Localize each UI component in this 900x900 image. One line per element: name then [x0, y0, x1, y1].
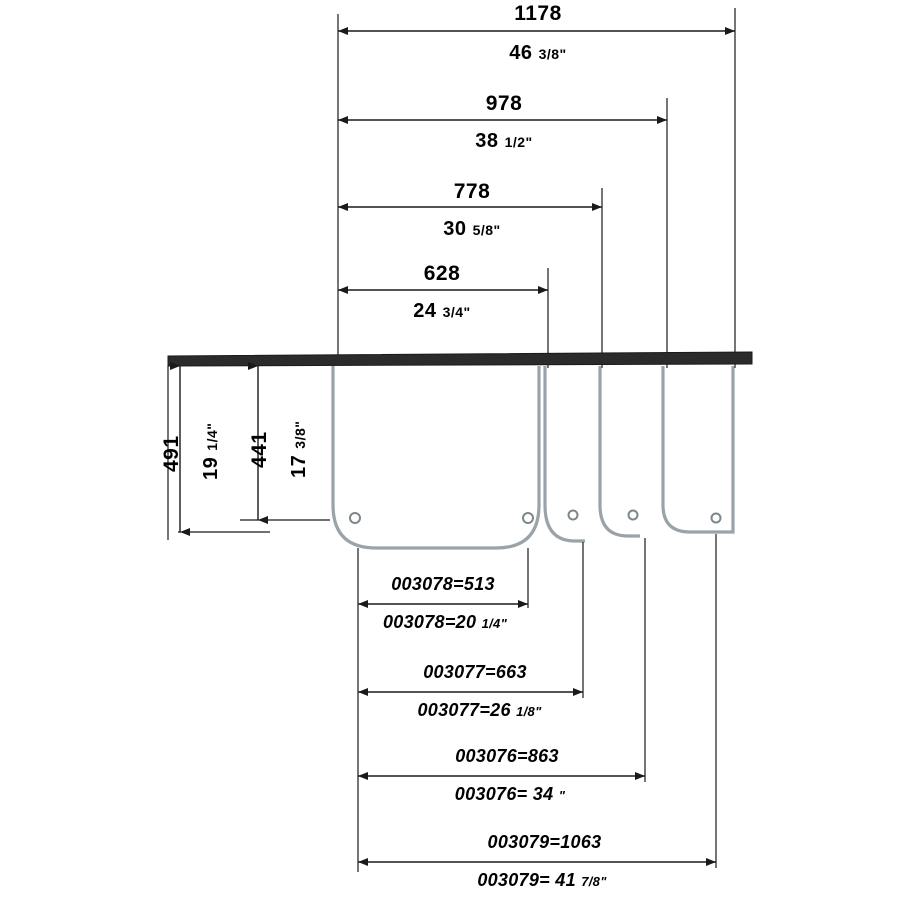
dimension-label-778-imperial	[412, 218, 532, 241]
dimension-label-441-metric: 441	[248, 431, 271, 468]
dimension-label-491-imperial	[200, 423, 223, 480]
dimension-1178-imperial-whole: 46	[509, 42, 533, 64]
dimension-label-978-imperial	[444, 130, 564, 153]
dimension-628-imperial-whole: 24	[413, 300, 437, 322]
dimension-label-003076-metric: 003076=863	[455, 746, 559, 766]
dimension-label-1178-imperial	[478, 42, 598, 65]
dimension-label-003078-imperial	[350, 612, 540, 633]
dimension-003077-imperial-whole: 003077=26	[417, 700, 511, 720]
dimension-label-491-metric: 491	[160, 435, 183, 472]
dimension-491-imperial-fraction: 1/4"	[204, 422, 220, 451]
shower-rail-003076	[545, 366, 585, 541]
dimension-628-imperial-fraction: 3/4"	[442, 304, 471, 320]
dimension-003078-imperial-whole: 003078=20	[382, 612, 477, 632]
dimension-1178-imperial-fraction: 3/8"	[538, 46, 567, 62]
dimension-label-003076-imperial	[420, 784, 600, 805]
dimension-491-imperial-whole: 19	[200, 456, 222, 480]
ceiling-plate	[168, 352, 752, 366]
dimension-label-441-imperial	[288, 421, 311, 478]
dimension-label-778-metric: 778	[453, 180, 491, 203]
dimension-441-imperial-whole: 17	[288, 454, 310, 478]
dimension-label-003079-imperial	[442, 870, 642, 891]
dimension-978-imperial-whole: 38	[475, 130, 499, 152]
dimension-003076-imperial-fraction: "	[558, 788, 566, 803]
dimension-label-003077-imperial	[382, 700, 577, 721]
dimension-label-628-metric: 628	[423, 262, 461, 285]
dimension-label-003079-metric: 003079=1063	[487, 832, 602, 852]
dimension-label-003078-metric: 003078=513	[391, 574, 495, 594]
dimension-003079-imperial-fraction: 7/8"	[581, 874, 607, 889]
dimension-label-628-imperial	[382, 300, 502, 323]
dimension-978-imperial-fraction: 1/2"	[504, 134, 533, 150]
dimension-label-1178-metric: 1178	[514, 2, 562, 25]
dimension-003077-imperial-fraction: 1/8"	[516, 704, 542, 719]
shower-rail-003078	[663, 366, 733, 532]
dimension-003076-imperial-whole: 003076= 34	[454, 784, 554, 804]
dimension-778-imperial-whole: 30	[443, 218, 467, 240]
dimension-003079-imperial-whole: 003079= 41	[477, 870, 576, 890]
dimension-441-imperial-fraction: 3/8"	[292, 420, 308, 449]
dimension-778-imperial-fraction: 5/8"	[472, 222, 501, 238]
dimension-003078-imperial-fraction: 1/4"	[481, 616, 508, 631]
dimension-label-978-metric: 978	[485, 92, 523, 115]
dimension-label-003077-metric: 003077=663	[423, 662, 527, 682]
shower-rail-003079	[333, 366, 539, 548]
